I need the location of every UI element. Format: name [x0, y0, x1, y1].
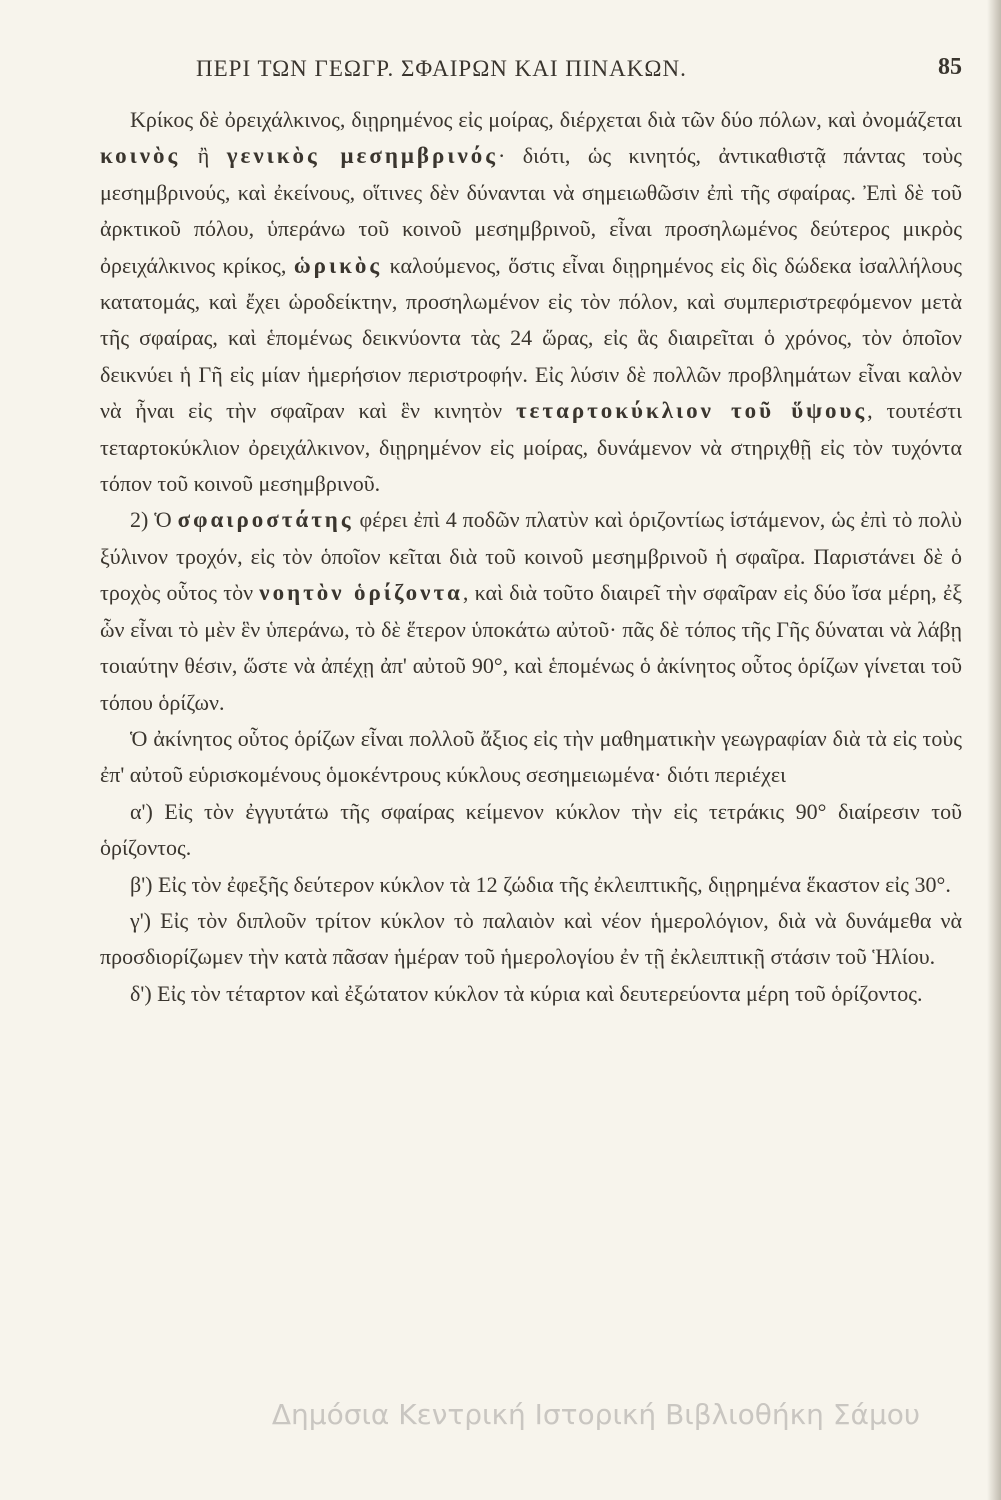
text-run: · διότι, ὡς κινητός, ἀντικαθιστᾷ πάντας τοὺς μεσημβρινούς, καὶ ἐκείνους, οἵτινες δὲν δύνανται νὰ σημειωθῶσιν ἐπὶ τῆς σφαίρας. Ἐπὶ δὲ τοῦ ἀρκτικοῦ πόλου, ὑπεράνω τοῦ κοινοῦ μεσημβρινοῦ, εἶναι προσηλωμένος δεύτερος μικρὸς ὀρειχάλκινος κρίκος,: [100, 143, 962, 278]
text-run: Κρίκος δὲ ὀρειχάλκινος, διῃρημένος εἰς μοίρας, διέρχεται διὰ τῶν δύο πόλων, καὶ ὀνομάζεται: [130, 107, 962, 132]
text-run: γ') Εἰς τὸν διπλοῦν τρίτον κύκλον τὸ παλαιὸν καὶ νέον ἡμερολόγιον, διὰ νὰ δυνάμεθα νὰ προσδιορίζωμεν τὴν κατὰ πᾶσαν ἡμέραν τοῦ ἡμερολογίου ἐν τῇ ἐκλειπτικῇ στάσιν τοῦ Ἡλίου.: [100, 907, 962, 970]
page-edge-shadow: [987, 0, 1001, 1500]
spaced-term: σφαιροστάτης: [177, 507, 354, 533]
library-watermark: Δημόσια Κεντρική Ιστορική Βιβλιοθήκη Σάμου: [271, 1398, 921, 1431]
paragraph-p5: [100, 867, 962, 903]
running-head-title: ΠΕΡΙ ΤΩΝ ΓΕΩΓΡ. ΣΦΑΙΡΩΝ ΚΑΙ ΠΙΝΑΚΩΝ.: [196, 56, 687, 81]
text-run: α') Εἰς τὸν ἐγγυτάτω τῆς σφαίρας κείμενον κύκλον τὴν εἰς τετράκις 90° διαίρεσιν τοῦ ὁρίζοντος.: [100, 798, 962, 861]
paragraph-p2: [100, 502, 962, 720]
text-run: 2) Ὁ: [130, 507, 178, 533]
text-run: φέρει ἐπὶ 4 ποδῶν πλατὺν καὶ ὁριζοντίως ἱστάμενον, ὡς ἐπὶ τὸ πολὺ ξύλινον τροχόν, εἰς τὸν ὁποῖον κεῖται διὰ τοῦ κοινοῦ μεσημβρινοῦ ἡ σφαῖρα. Παριστάνει δὲ ὁ τροχὸς οὗτος τὸν: [100, 507, 962, 606]
spaced-term: ὡρικὸς: [293, 252, 383, 278]
body-text: [100, 102, 962, 1012]
paragraph-p7: [100, 976, 962, 1012]
text-run: δ') Εἰς τὸν τέταρτον καὶ ἐξώτατον κύκλον τὰ κύρια καὶ δευτερεύοντα μέρη τοῦ ὁρίζοντος.: [130, 980, 923, 1006]
spaced-term: γενικὸς μεσημβρινός: [226, 143, 498, 169]
text-run: β') Εἰς τὸν ἐφεξῆς δεύτερον κύκλον τὰ 12 ζώδια τῆς ἐκλειπτικῆς, διῃρημένα ἕκαστον εἰς 30°.: [130, 871, 951, 897]
running-head: [100, 50, 962, 90]
paragraph-p4: [100, 794, 962, 867]
paragraph-p3: [100, 721, 962, 794]
text-run: καλούμενος, ὅστις εἶναι διῃρημένος εἰς δὶς δώδεκα ἰσαλλήλους κατατομάς, καὶ ἔχει ὡροδείκτην, προσηλωμένον εἰς τὸν πόλον, καὶ συμπεριστρεφόμενον μετὰ τῆς σφαίρας, καὶ ἑπομένως δεικνύοντα τὰς 24 ὥρας, εἰς ἃς διαιρεῖται ὁ χρόνος, τὸν ὁποῖον δεικνύει ἡ Γῆ εἰς μίαν ἡμερήσιον περιστροφήν. Εἰς λύσιν δὲ πολλῶν προβλημάτων εἶναι καλὸν νὰ ἦναι εἰς τὴν σφαῖραν καὶ ἓν κινητὸν: [100, 252, 962, 424]
paragraph-p6: [100, 903, 962, 976]
text-run: ἢ: [180, 143, 227, 169]
text-run: , τουτέστι τεταρτοκύκλιον ὀρειχάλκινον, διῃρημένον εἰς μοίρας, δυνάμενον νὰ στηριχθῇ εἰς τὸν τυχόντα τόπον τοῦ κοινοῦ μεσημβρινοῦ.: [100, 398, 962, 497]
page-number: 85: [938, 54, 962, 80]
spaced-term: νοητὸν ὁρίζοντα: [259, 580, 463, 606]
spaced-term: κοινὸς: [100, 143, 181, 169]
spaced-term: τεταρτοκύκλιον τοῦ ὕψους: [515, 398, 868, 424]
text-run: , καὶ διὰ τοῦτο διαιρεῖ τὴν σφαῖραν εἰς δύο ἴσα μέρη, ἐξ ὧν εἶναι τὸ μὲν ἓν ὑπεράνω, τὸ δὲ ἕτερον ὑποκάτω αὐτοῦ· πᾶς δὲ τόπος τῆς Γῆς δύναται νὰ λάβῃ τοιαύτην θέσιν, ὥστε νὰ ἀπέχῃ ἀπ' αὐτοῦ 90°, καὶ ἑπομένως ὁ ἀκίνητος οὗτος ὁρίζων γίνεται τοῦ τόπου ὁρίζων.: [100, 580, 962, 715]
text-run: Ὁ ἀκίνητος οὗτος ὁρίζων εἶναι πολλοῦ ἄξιος εἰς τὴν μαθηματικὴν γεωγραφίαν διὰ τὰ εἰς τοὺς ἐπ' αὐτοῦ εὑρισκομένους ὁμοκέντρους κύκλους σεσημειωμένα· διότι περιέχει: [100, 725, 962, 788]
paragraph-p1: [100, 102, 962, 502]
book-page: [100, 50, 962, 1012]
